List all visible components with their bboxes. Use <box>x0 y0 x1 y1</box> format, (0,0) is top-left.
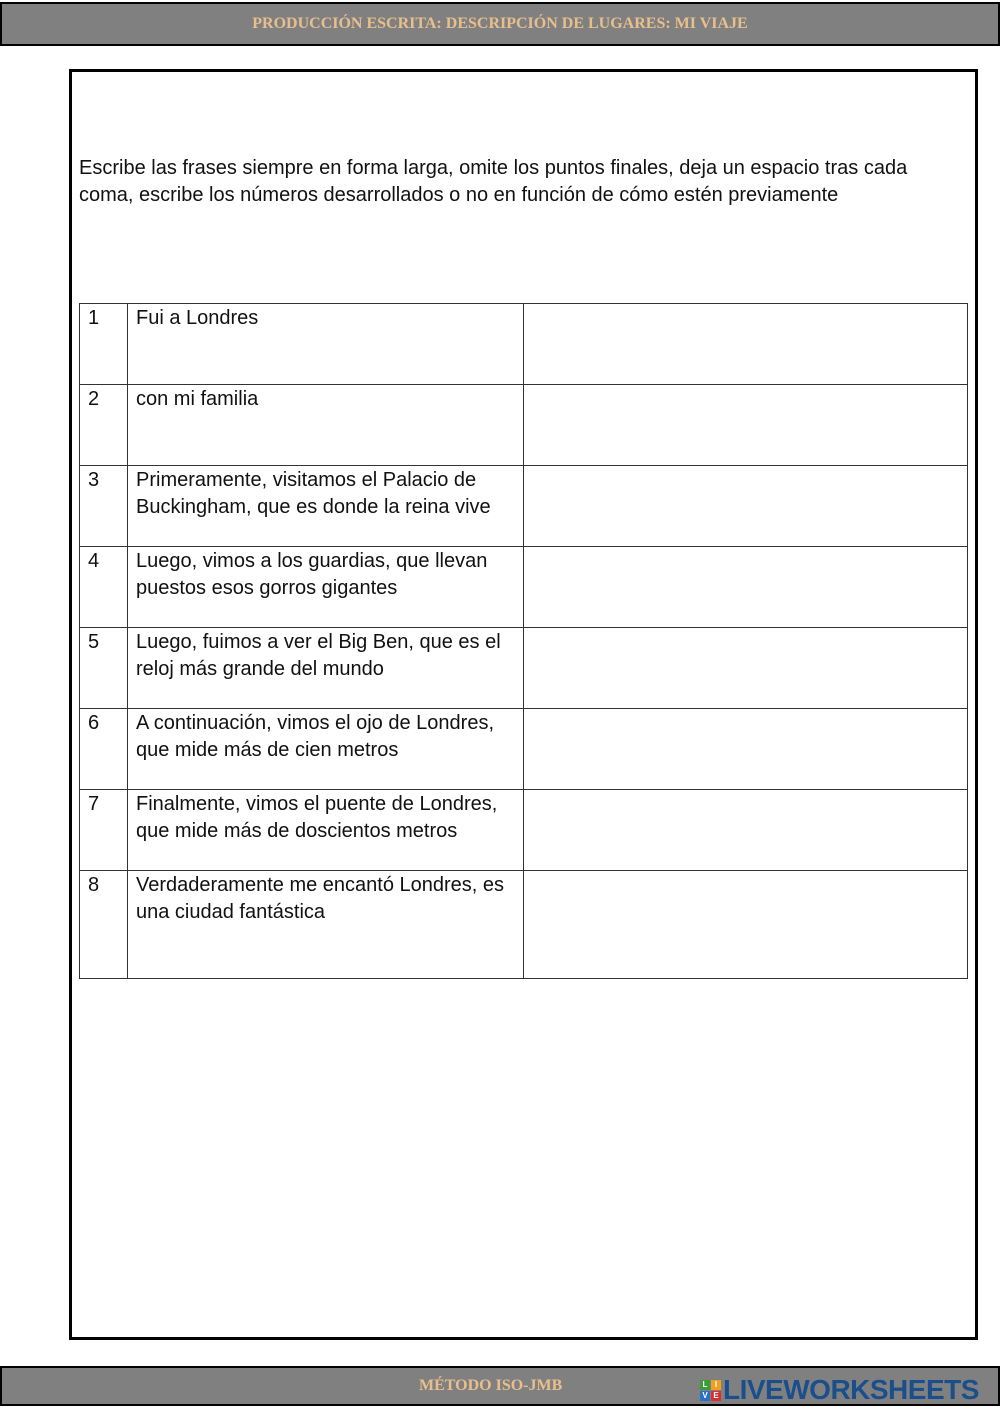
answer-field[interactable] <box>524 304 968 385</box>
sentence: Verdaderamente me encantó Londres, es una ciudad fantástica <box>128 871 524 979</box>
table-row <box>80 466 968 547</box>
row-number: 6 <box>80 709 128 790</box>
table-row <box>80 628 968 709</box>
sentence: con mi familia <box>128 385 524 466</box>
sentence: Finalmente, vimos el puente de Londres, que mide más de doscientos metros <box>128 790 524 871</box>
page-title: PRODUCCIÓN ESCRITA: DESCRIPCIÓN DE LUGARES: MI VIAJE <box>252 15 748 32</box>
liveworksheets-logo: L I V E LIVEWORKSHEETS <box>700 1374 979 1406</box>
table-row <box>80 304 968 385</box>
logo-tiles-icon: L I V E <box>700 1380 721 1401</box>
row-number: 4 <box>80 547 128 628</box>
answer-field[interactable] <box>524 871 968 979</box>
row-number: 3 <box>80 466 128 547</box>
table-row <box>80 871 968 979</box>
answer-field[interactable] <box>524 709 968 790</box>
row-number: 8 <box>80 871 128 979</box>
table-row <box>80 385 968 466</box>
sentence: Primeramente, visitamos el Palacio de Buckingham, que es donde la reina vive <box>128 466 524 547</box>
table-row <box>80 790 968 871</box>
footer-bar <box>0 1366 1000 1406</box>
answer-field[interactable] <box>524 790 968 871</box>
row-number: 5 <box>80 628 128 709</box>
header-bar <box>0 2 1000 46</box>
answer-field[interactable] <box>524 628 968 709</box>
row-number: 7 <box>80 790 128 871</box>
table-row <box>80 547 968 628</box>
sentence: Luego, vimos a los guardias, que llevan puestos esos gorros gigantes <box>128 547 524 628</box>
exercise-table <box>79 303 968 979</box>
answer-field[interactable] <box>524 466 968 547</box>
sentence: Fui a Londres <box>128 304 524 385</box>
footer-text: MÉTODO ISO-JMB <box>419 1377 563 1394</box>
answer-field[interactable] <box>524 385 968 466</box>
row-number: 1 <box>80 304 128 385</box>
answer-field[interactable] <box>524 547 968 628</box>
table-row <box>80 709 968 790</box>
row-number: 2 <box>80 385 128 466</box>
instructions: Escribe las frases siempre en forma larga, omite los puntos finales, deja un espacio tras cada coma, escribe los números desarrollados o no en función de cómo estén previamente <box>79 157 908 206</box>
sentence: A continuación, vimos el ojo de Londres, que mide más de cien metros <box>128 709 524 790</box>
sentence: Luego, fuimos a ver el Big Ben, que es el reloj más grande del mundo <box>128 628 524 709</box>
